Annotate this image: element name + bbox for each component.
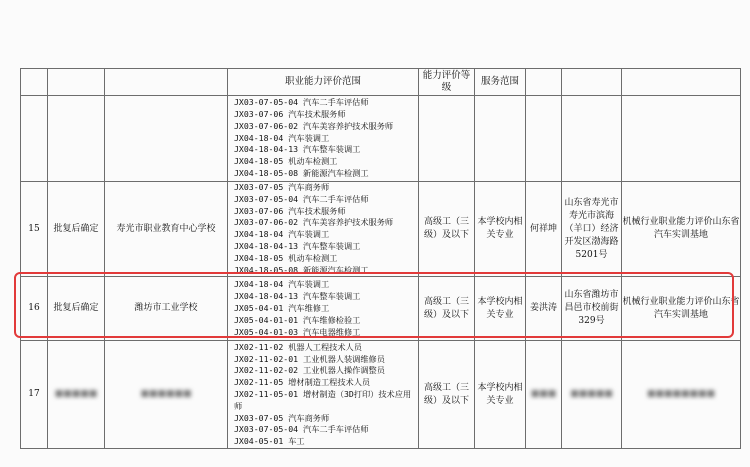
table-row-16	[21, 277, 741, 341]
scope-item: JX04-18-05-08 新能源汽车检测工	[234, 264, 369, 275]
qualification-table	[20, 68, 741, 449]
table-row-15	[21, 182, 741, 277]
scope-item: JX04-18-04 汽车装调工	[234, 279, 330, 290]
header-status	[48, 69, 105, 96]
scope-list	[228, 341, 419, 449]
scope-list	[228, 96, 419, 182]
row-supervisor: ■■■■■■■■	[622, 341, 741, 449]
header-contact	[526, 69, 562, 96]
row-service: 本学校内相关专业	[475, 277, 526, 341]
row-service: 本学校内相关专业	[475, 341, 526, 449]
row-address: ■■■■■	[562, 341, 622, 449]
scope-item: JX04-18-04-13 汽车整车装调工	[234, 240, 361, 251]
scope-list	[228, 277, 419, 341]
scope-item: JX03-07-05-04 汽车二手车评估师	[234, 97, 369, 108]
row-supervisor: 机械行业职业能力评价山东省汽车实训基地	[622, 182, 741, 277]
scope-item: JX04-05-01 车工	[234, 436, 305, 447]
scope-item: JX03-07-06 汽车技术服务师	[234, 109, 346, 119]
header-level: 能力评价等级	[419, 69, 475, 96]
row-address: 山东省寿光市寿光市滨海（羊口）经济开发区渤海路5201号	[562, 182, 622, 277]
row-status: 批复后确定	[48, 182, 105, 277]
header-unit	[105, 69, 228, 96]
scope-item: JX04-18-04 汽车装调工	[234, 229, 330, 240]
row-contact: 姜洪涛	[526, 277, 562, 341]
scope-item: JX04-18-05 机动车检测工	[234, 252, 338, 263]
scope-item: JX03-07-06-02 汽车美容养护技术服务师	[234, 217, 394, 228]
header-seq	[21, 69, 48, 96]
row-seq: 16	[21, 277, 48, 341]
scope-item: JX03-07-06 汽车技术服务师	[234, 205, 346, 216]
header-scope: 职业能力评价范围	[228, 69, 419, 96]
scope-item: JX04-18-04-13 汽车整车装调工	[234, 144, 361, 155]
scope-item: JX04-18-05-08 新能源汽车检测工	[234, 167, 369, 178]
row-unit: 潍坊市工业学校	[105, 277, 228, 341]
row-service: 本学校内相关专业	[475, 182, 526, 277]
header-address	[562, 69, 622, 96]
scope-item: JX05-04-01 汽车维修工	[234, 302, 330, 313]
header-supervisor	[622, 69, 741, 96]
scope-item: JX04-18-05 机动车检测工	[234, 156, 338, 167]
scope-item: JX03-07-05-04 汽车二手车评估师	[234, 424, 369, 435]
row-address: 山东省潍坊市昌邑市校前街329号	[562, 277, 622, 341]
row-unit: ■■■■■■	[105, 341, 228, 449]
scope-item: JX03-07-05-04 汽车二手车评估师	[234, 193, 369, 204]
scope-item: JX02-11-02-02 工业机器人操作调整员	[234, 365, 385, 376]
scope-item: JX05-04-01-01 汽车维修检验工	[234, 314, 361, 325]
scope-item: JX02-11-05 增材制造工程技术人员	[234, 377, 371, 388]
scope-item: JX02-11-05-01 增材制造（3D打印）技术应用师	[234, 388, 412, 411]
row-seq: 17	[21, 341, 48, 449]
scope-item: JX04-18-04 汽车装调工	[234, 132, 330, 143]
row-contact: 何祥坤	[526, 182, 562, 277]
table-row-17	[21, 341, 741, 449]
scope-item: JX02-11-02-01 工业机器人装调维修员	[234, 353, 385, 364]
row-level: 高级工（三级）及以下	[419, 277, 475, 341]
scope-item: JX02-11-02 机器人工程技术人员	[234, 341, 362, 352]
scope-item: JX05-04-01-03 汽车电器维修工	[234, 326, 361, 337]
table-row-prev	[21, 96, 741, 182]
scope-item: JX03-07-05 汽车商务师	[234, 412, 330, 423]
row-supervisor: 机械行业职业能力评价山东省汽车实训基地	[622, 277, 741, 341]
header-row	[21, 69, 741, 96]
row-unit: 寿光市职业教育中心学校	[105, 182, 228, 277]
scope-list	[228, 182, 419, 277]
scope-item: JX04-18-04-13 汽车整车装调工	[234, 291, 361, 302]
scope-item: JX03-07-05 汽车商务师	[234, 182, 330, 192]
header-service: 服务范围	[475, 69, 526, 96]
row-level: 高级工（三级）及以下	[419, 182, 475, 277]
scope-item: JX03-07-06-02 汽车美容养护技术服务师	[234, 120, 394, 131]
row-level: 高级工（三级）及以下	[419, 341, 475, 449]
row-seq: 15	[21, 182, 48, 277]
row-contact: ■■■	[526, 341, 562, 449]
row-status: 批复后确定	[48, 277, 105, 341]
row-status: ■■■■■	[48, 341, 105, 449]
